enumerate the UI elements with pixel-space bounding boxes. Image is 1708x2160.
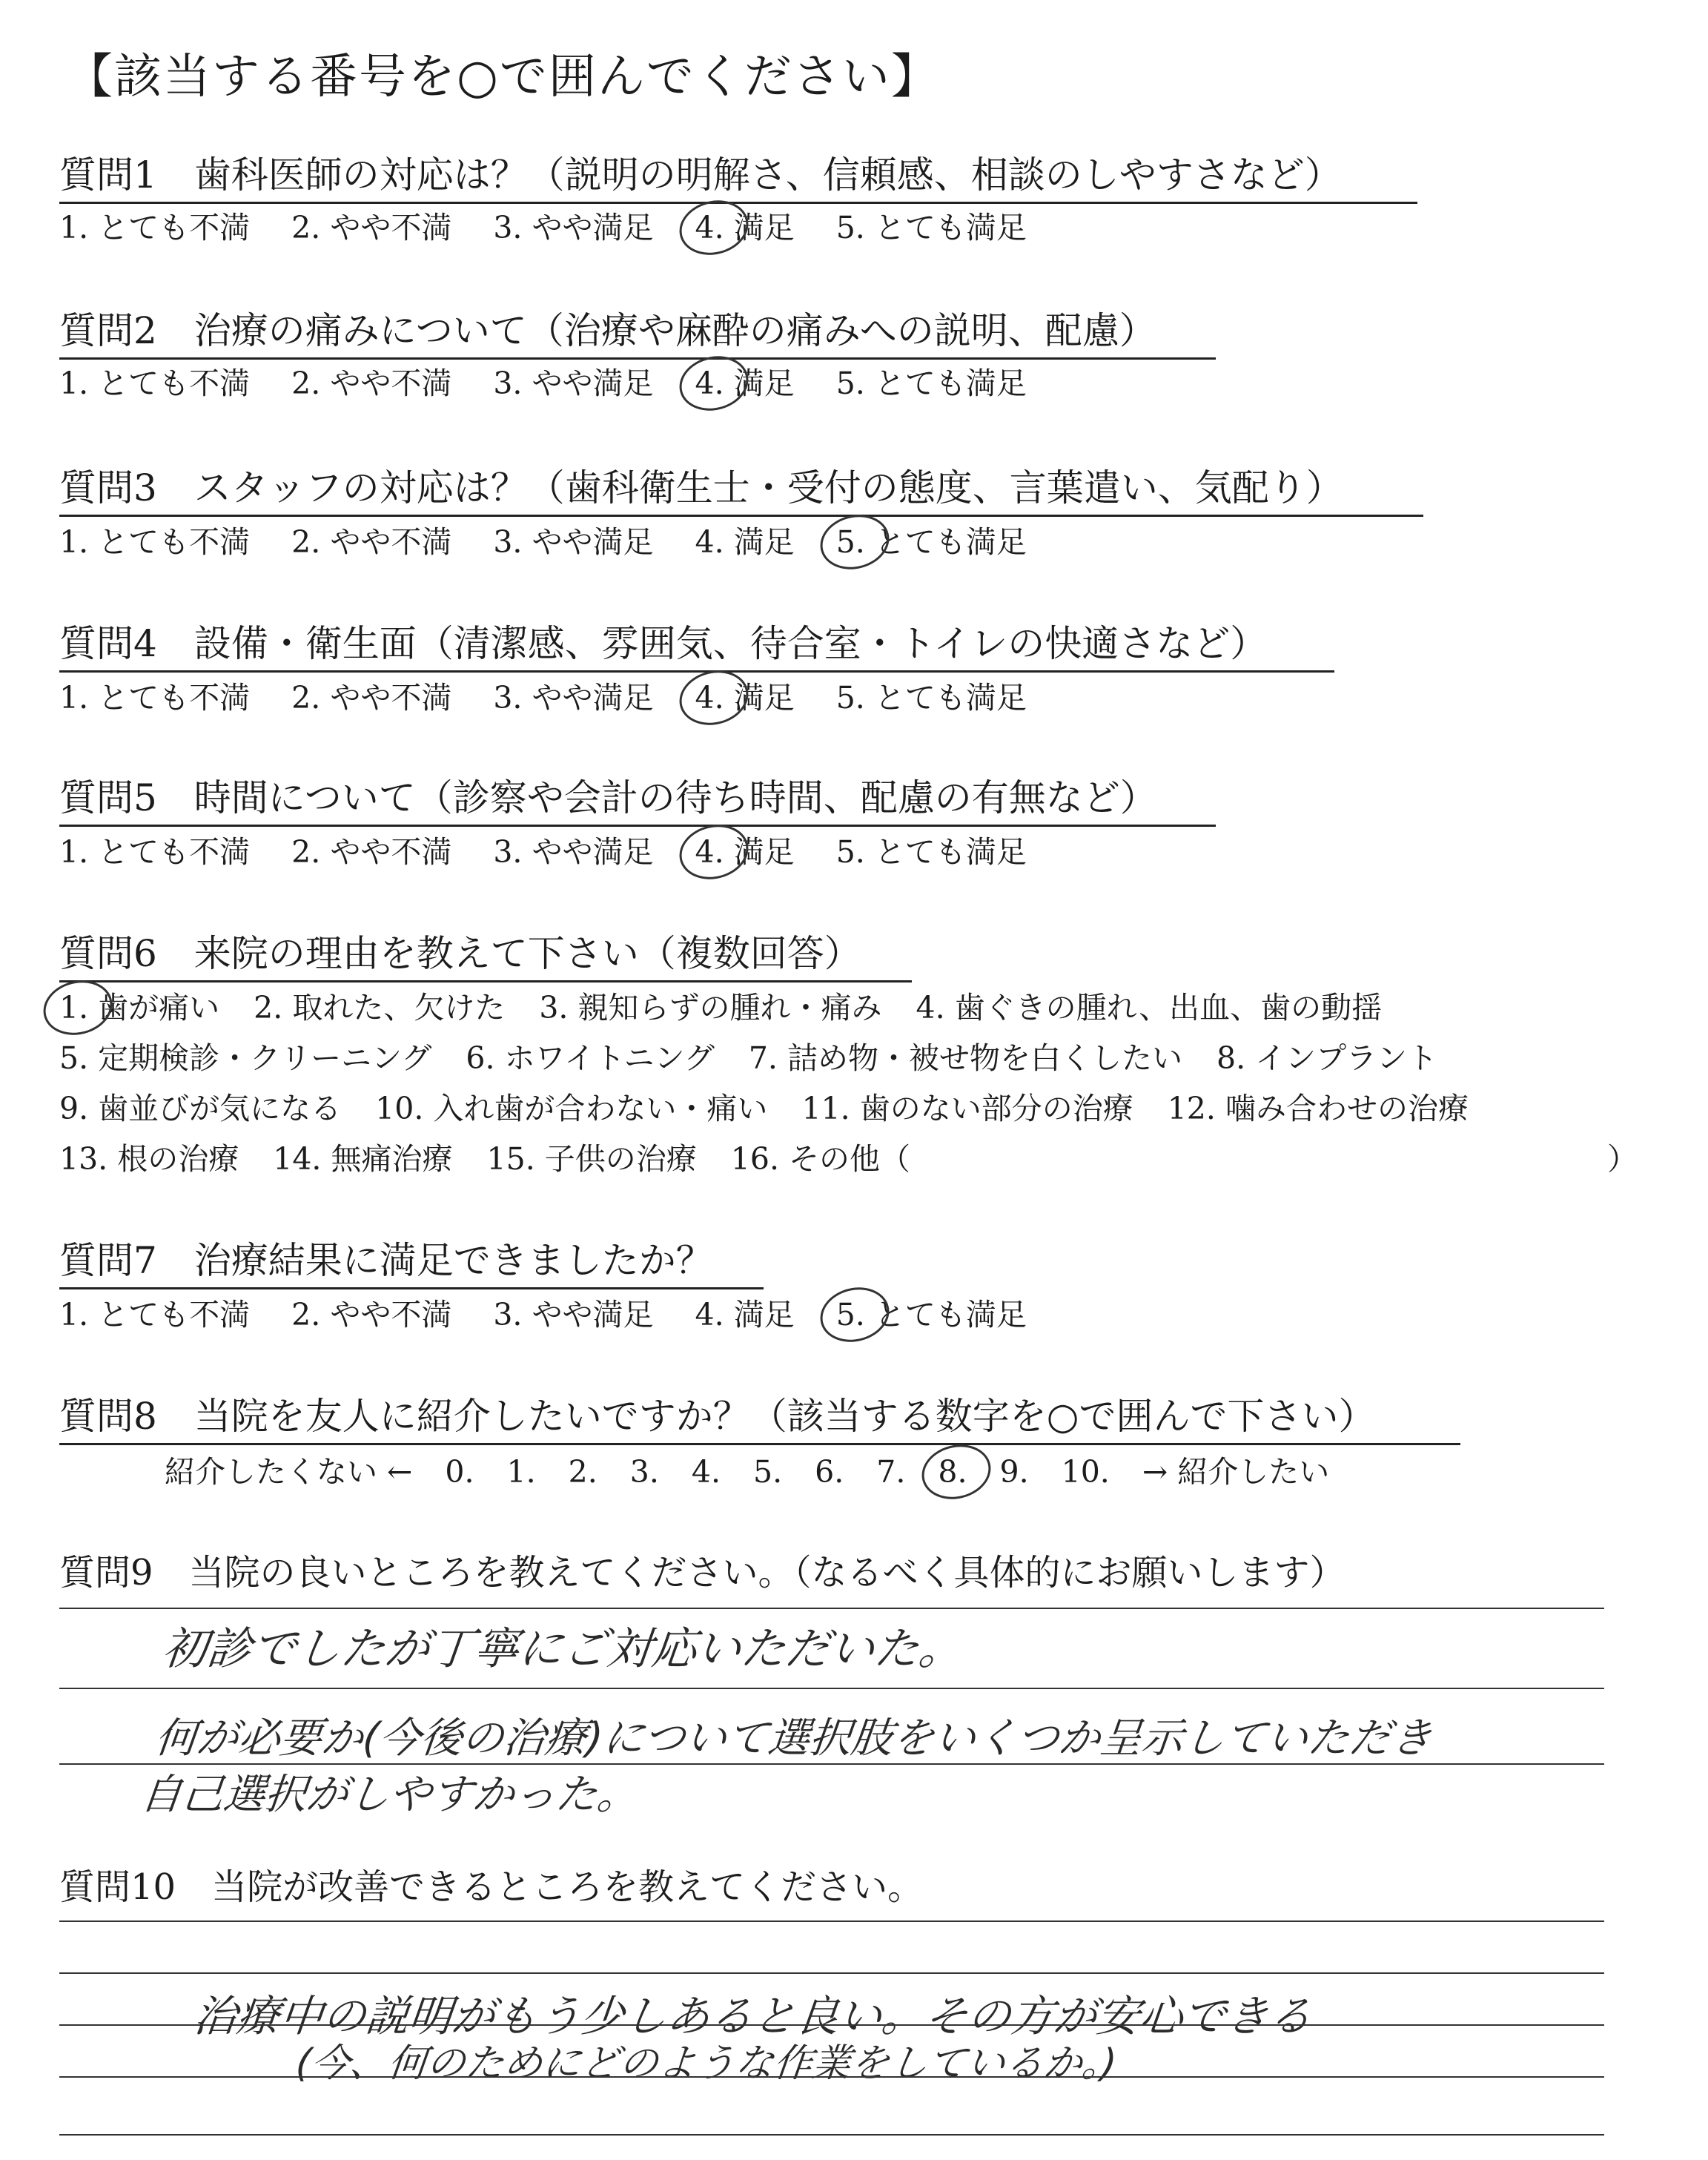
circled-mark[interactable]: 4. (695, 366, 724, 401)
option-1: 1. とても不満 (59, 210, 251, 245)
answer-line (59, 1688, 1604, 1689)
question-5-options: 1. とても不満 2. やや不満 3. やや満足 4. 満足 5. とても満足 (59, 828, 1068, 871)
option-5: 5. とても満足 (835, 210, 1027, 245)
option-3: 3. やや満足 (493, 210, 654, 245)
question-7-title: 質問7 治療結果に満足できましたか？ (59, 1231, 764, 1289)
question-4-options: 1. とても不満 2. やや不満 3. やや満足 4. 満足 5. とても満足 (59, 673, 1068, 717)
other-close-paren: ） (1607, 1141, 1638, 1177)
question-3-options: 1. とても不満 2. やや不満 3. やや満足 4. 満足 5. とても満足 (59, 518, 1068, 561)
question-8-scale: 紹介したくない ← 0. 1. 2. 3. 4. 5. 6. 7. 8. 9. 10. → 紹介したい (165, 1447, 1362, 1491)
circled-mark[interactable]: 4. (695, 680, 724, 716)
option-5-selected: 5. とても満足 (835, 524, 1027, 560)
question-9-answer-line-1[interactable]: 初診でしたが丁寧にご対応いただいた。 (159, 1623, 967, 1675)
question-7-options: 1. とても不満 2. やや不満 3. やや満足 4. 満足 5. とても満足 (59, 1290, 1068, 1334)
question-1-title: 質問1 歯科医師の対応は？（説明の明解さ、信頼感、相談のしやすさなど） (59, 145, 1417, 204)
question-6-row-2: 5. 定期検診・クリーニング 6. ホワイトニング 7. 詰め物・被せ物を白くしたい 8. インプラント (59, 1040, 1438, 1076)
circled-mark[interactable]: 8. (938, 1454, 967, 1490)
option-4-selected: 4. 満足 (695, 210, 795, 245)
circled-mark[interactable]: 5. (835, 1297, 865, 1332)
question-3-title: 質問3 スタッフの対応は？（歯科衛生士・受付の態度、言葉遣い、気配り） (59, 458, 1423, 517)
question-2-title: 質問2 治療の痛みについて（治療や麻酔の痛みへの説明、配慮） (59, 301, 1216, 360)
question-1-options (59, 203, 1068, 247)
question-2-options: 1. とても不満 2. やや不満 3. やや満足 4. 満足 5. とても満足 (59, 359, 1068, 403)
question-10-answer-line-1[interactable]: 治療中の説明がもう少しあると良い。その方が安心できる (191, 1991, 1315, 2041)
question-6-title: 質問6 来院の理由を教えて下さい（複数回答） (59, 924, 912, 982)
scale-8-selected (938, 1454, 967, 1490)
answer-line (59, 1608, 1604, 1609)
question-6-row-1: 1. 歯が痛い 2. 取れた、欠けた 3. 親知らずの腫れ・痛み 4. 歯ぐきの腫れ、出血、歯の動揺 (59, 983, 1416, 1027)
answer-line (59, 1972, 1604, 1974)
question-9-answer-line-2[interactable]: 何が必要か(今後の治療)について選択肢をいくつか呈示していただき (153, 1714, 1435, 1763)
question-4-title: 質問4 設備・衛生面（清潔感、雰囲気、待合室・トイレの快適さなど） (59, 614, 1334, 673)
instruction-header: 【該当する番号を○で囲んでください】 (65, 50, 940, 105)
answer-line (59, 2024, 1604, 2026)
question-10-title: 質問10 当院が改善できるところを教えてください。 (59, 1866, 924, 1908)
option-5-selected: 5. とても満足 (835, 1297, 1027, 1332)
question-5-title: 質問5 時間について（診察や会計の待ち時間、配慮の有無など） (59, 768, 1216, 827)
option-4-selected: 4. 満足 (695, 680, 795, 716)
question-6-row-3: 9. 歯並びが気になる 10. 入れ歯が合わない・痛い 11. 歯のない部分の治療 12. 噛み合わせの治療 (59, 1091, 1469, 1126)
option-4-selected: 4. 満足 (695, 366, 795, 401)
circled-mark[interactable]: 4. (695, 210, 724, 245)
option-2: 2. やや不満 (291, 210, 452, 245)
question-10-answer-line-2[interactable]: (今、何のためにどのような作業をしているか。) (294, 2041, 1119, 2086)
circled-mark[interactable]: 4. (695, 834, 724, 870)
circled-mark[interactable]: 5. (835, 524, 865, 560)
question-6-row-4: 13. 根の治療 14. 無痛治療 15. 子供の治療 16. その他（ ） (59, 1135, 1631, 1178)
question-9-title: 質問9 当院の良いところを教えてください。（なるべく具体的にお願いします） (59, 1552, 1345, 1593)
scale-left-label: 紹介したくない ← (165, 1454, 413, 1490)
option-4-selected: 4. 満足 (695, 834, 795, 870)
answer-line (59, 2134, 1604, 2136)
other-open-paren: その他（ (789, 1141, 911, 1177)
question-9-answer-line-3[interactable]: 自己選択がしやすかった。 (138, 1771, 641, 1819)
question-8-title: 質問8 当院を友人に紹介したいですか？（該当する数字を○で囲んで下さい） (59, 1387, 1460, 1445)
circled-mark[interactable]: 1. (59, 990, 89, 1025)
scale-right-label: → 紹介したい (1142, 1454, 1330, 1490)
answer-line (59, 2076, 1604, 2078)
answer-line (59, 1920, 1604, 1922)
reason-1-selected: 1. 歯が痛い (59, 990, 220, 1025)
